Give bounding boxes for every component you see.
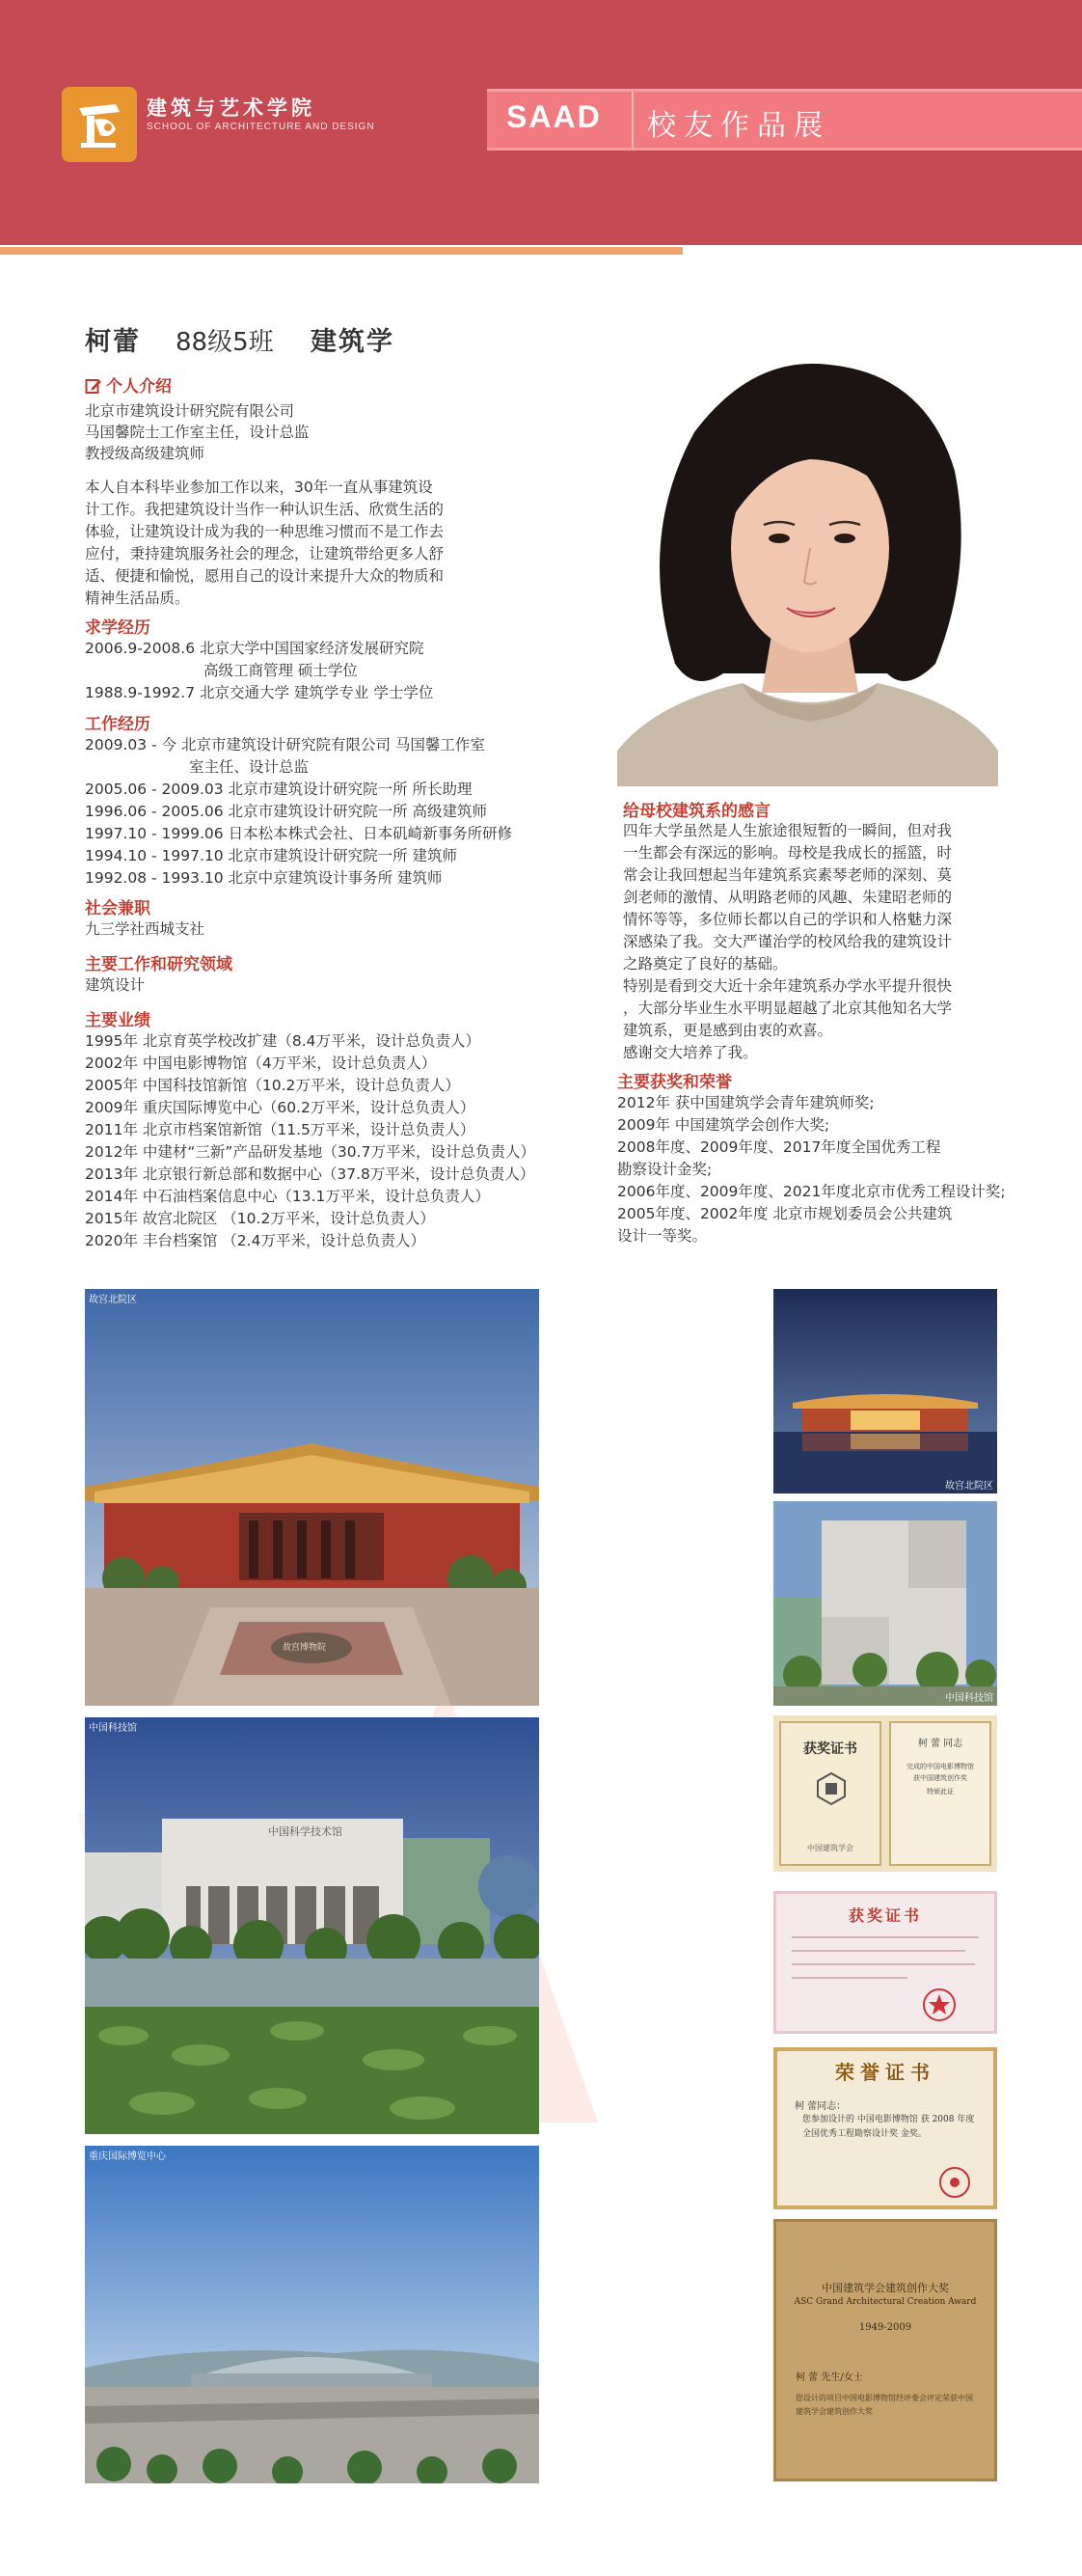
certificate-body: 您参加设计的 中国电影博物馆 获 2008 年度全国优秀工程勘察设计奖 金奖。	[802, 2115, 975, 2139]
photo-caption: 中国科技馆	[945, 1693, 993, 1704]
photo-caption: 故宫北院区	[89, 1295, 137, 1305]
message-line: 特别是看到交大近十余年建筑系办学水平提升很快	[623, 977, 953, 995]
education-section-title: 求学经历	[85, 618, 150, 638]
certificate-text-line	[792, 1936, 979, 1938]
certificate-title: 中国建筑学会建筑创作大奖	[822, 2282, 949, 2294]
certificate-title: 获奖证书	[803, 1741, 857, 1757]
certificate-years: 1949-2009	[858, 2322, 912, 2333]
field-text: 建筑设计	[85, 976, 146, 994]
photo-palace-night	[773, 1289, 997, 1494]
awards-section-title: 主要获奖和荣誉	[617, 1073, 732, 1092]
photo-caption: 中国科技馆	[89, 1723, 137, 1734]
work-item: 1992.08 - 1993.10 北京中京建筑设计事务所 建筑师	[85, 869, 443, 887]
achievement-item: 2012年 中建材“三新”产品研发基地（30.7万平米，设计总负责人）	[85, 1143, 535, 1161]
banner-title: 校友作品展	[647, 109, 830, 143]
intro-title-text: 个人介绍	[106, 377, 172, 397]
intro-paragraph-line: 应付，秉持建筑服务社会的理念，让建筑带给更多人舒	[85, 545, 445, 562]
exhibition-banner	[487, 89, 1082, 151]
photo-chongqing-expo	[85, 2146, 539, 2483]
message-line: 一生都会有深远的影响。母校是我成长的摇篮，时	[623, 844, 953, 862]
intro-line: 马国馨院士工作室主任，设计总监	[85, 424, 310, 441]
certificate-line: 获中国建筑创作奖	[913, 1774, 967, 1782]
education-item: 1988.9-1992.7 北京交通大学 建筑学专业 学士学位	[85, 684, 434, 701]
award-line: 2009年 中国建筑学会创作大奖;	[617, 1116, 830, 1134]
award-line: 2006年度、2009年度、2021年度北京市优秀工程设计奖;	[617, 1183, 1006, 1200]
photo-science-museum-small	[773, 1501, 997, 1706]
social-text: 九三学社西城支社	[85, 920, 205, 938]
intro-line: 教授级高级建筑师	[85, 445, 205, 462]
message-line: ，大部分毕业生水平明显超越了北京其他知名大学	[623, 1000, 953, 1017]
person-major: 建筑学	[311, 327, 394, 357]
photo-palace-museum-north	[85, 1289, 539, 1706]
message-line: 剑老师的激情、从明路老师的风趣、朱建昭老师的	[623, 889, 953, 906]
photo-science-tech-museum	[85, 1717, 539, 2134]
certificate-text-line	[792, 1963, 975, 1965]
achievement-item: 2013年 北京银行新总部和数据中心（37.8万平米，设计总负责人）	[85, 1165, 535, 1183]
achievement-item: 2009年 重庆国际博览中心（60.2万平米，设计总负责人）	[85, 1099, 475, 1116]
certificate-recipient: 柯 蕾同志：	[795, 2101, 847, 2112]
certificate-text-line	[792, 1977, 907, 1979]
building-sign: 中国科学技术馆	[268, 1825, 342, 1838]
message-line: 深感染了我。交大严谨治学的校风给我的建筑设计	[623, 933, 953, 950]
achievement-item: 2020年 丰台档案馆 （2.4万平米，设计总负责人）	[85, 1232, 425, 1249]
certificate-issuer: 中国建筑学会	[807, 1844, 853, 1852]
award-line: 勘察设计金奖;	[617, 1161, 713, 1178]
building-sign: 故宫博物院	[283, 1643, 327, 1653]
portrait-photo	[617, 345, 998, 786]
photo-caption: 故宫北院区	[945, 1481, 993, 1492]
banner-divider	[632, 92, 634, 148]
achievement-item: 2011年 北京市档案馆新馆（11.5万平米，设计总负责人）	[85, 1121, 475, 1138]
social-section-title: 社会兼职	[85, 899, 150, 918]
school-name-cn: 建筑与艺术学院	[147, 96, 315, 120]
intro-line: 北京市建筑设计研究院有限公司	[85, 402, 295, 420]
certificate-title-en: ASC Grand Architectural Creation Award	[794, 2297, 977, 2307]
message-line: 之路奠定了良好的基础。	[623, 955, 788, 973]
photo-caption: 重庆国际博览中心	[89, 2151, 166, 2162]
certificate-award-double	[773, 1715, 997, 1872]
award-line: 设计一等奖。	[617, 1227, 708, 1245]
message-line: 建筑系，更是感到由衷的欢喜。	[623, 1022, 833, 1039]
certificate-line: 完成的中国电影博物馆	[906, 1763, 974, 1770]
award-line: 2012年 获中国建筑学会青年建筑师奖;	[617, 1094, 875, 1111]
person-class: 88级5班	[176, 328, 274, 357]
certificate-recipient: 柯 蕾 先生/女士	[796, 2372, 863, 2383]
message-line: 感谢交大培养了我。	[623, 1044, 758, 1061]
certificate-honor	[773, 2047, 997, 2209]
work-item: 2005.06 - 2009.03 北京市建筑设计研究院一所 所长助理	[85, 781, 473, 798]
work-item: 室主任、设计总监	[189, 758, 310, 776]
achievement-item: 1995年 北京育英学校改扩建（8.4万平米，设计总负责人）	[85, 1032, 481, 1050]
seal-icon	[937, 2165, 997, 2209]
certificate-body: 您设计的项目中国电影博物馆经评委会评定荣获中国建筑学会建筑创作大奖	[796, 2394, 973, 2416]
person-name: 柯蕾	[85, 327, 141, 357]
work-item: 1996.06 - 2005.06 北京市建筑设计研究院一所 高级建筑师	[85, 803, 487, 820]
header-accent-stripe	[0, 247, 683, 255]
certificate-title: 获奖证书	[848, 1906, 922, 1925]
school-name-en: SCHOOL OF ARCHITECTURE AND DESIGN	[147, 122, 375, 132]
intro-paragraph-line: 精神生活品质。	[85, 589, 190, 607]
award-line: 2005年度、2002年度 北京市规划委员会公共建筑	[617, 1205, 953, 1222]
achievement-item: 2015年 故宫北院区 （10.2万平米，设计总负责人）	[85, 1210, 435, 1227]
achievement-item: 2002年 中国电影博物馆（4万平米，设计总负责人）	[85, 1055, 437, 1072]
work-item: 1994.10 - 1997.10 北京市建筑设计研究院一所 建筑师	[85, 847, 457, 864]
certificate-line: 特颁此证	[927, 1788, 954, 1795]
work-item: 1997.10 - 1999.06 日本松本株式会社、日本矶崎新事务所研修	[85, 825, 513, 842]
certificate-award	[773, 1891, 997, 2034]
education-item: 2006.9-2008.6 北京大学中国国家经济发展研究院	[85, 640, 424, 657]
seal-icon	[921, 1987, 997, 2034]
award-line: 2008年度、2009年度、2017年度全国优秀工程	[617, 1138, 941, 1156]
achievement-item: 2005年 中国科技馆新馆（10.2万平米，设计总负责人）	[85, 1077, 460, 1094]
achievements-section-title: 主要业绩	[85, 1011, 150, 1030]
intro-paragraph-line: 体验，让建筑设计成为我的一种思维习惯而不是工作去	[85, 523, 445, 540]
education-item: 高级工商管理 硕士学位	[203, 662, 358, 679]
intro-paragraph-line: 适、便捷和愉悦，愿用自己的设计来提升大众的物质和	[85, 567, 445, 585]
banner-abbr: SAAD	[506, 99, 602, 134]
message-section-title: 给母校建筑系的感言	[623, 802, 771, 821]
message-line: 常会让我回想起当年建筑系宾素琴老师的深刻、莫	[623, 866, 953, 884]
achievement-item: 2014年 中石油档案信息中心（13.1万平米，设计总负责人）	[85, 1188, 490, 1205]
school-logo-icon	[62, 87, 137, 162]
intro-section-title	[85, 372, 172, 397]
field-section-title: 主要工作和研究领域	[85, 955, 232, 974]
certificate-asc-grand-award	[773, 2219, 997, 2481]
edit-icon	[85, 377, 102, 395]
certificate-title: 荣誉证书	[835, 2061, 935, 2084]
certificate-recipient: 柯 蕾 同志	[917, 1739, 963, 1749]
intro-paragraph-line: 计工作。我把建筑设计当作一种认识生活、欣赏生活的	[85, 501, 445, 518]
message-line: 情怀等等，多位师长都以自己的学识和人格魅力深	[623, 911, 953, 928]
work-section-title: 工作经历	[85, 715, 150, 734]
message-line: 四年大学虽然是人生旅途很短暂的一瞬间，但对我	[623, 822, 953, 839]
intro-paragraph-line: 本人自本科毕业参加工作以来，30年一直从事建筑设	[85, 479, 433, 496]
work-item: 2009.03 - 今 北京市建筑设计研究院有限公司 马国馨工作室	[85, 736, 485, 754]
certificate-text-line	[792, 1950, 965, 1952]
school-logo	[62, 87, 137, 162]
